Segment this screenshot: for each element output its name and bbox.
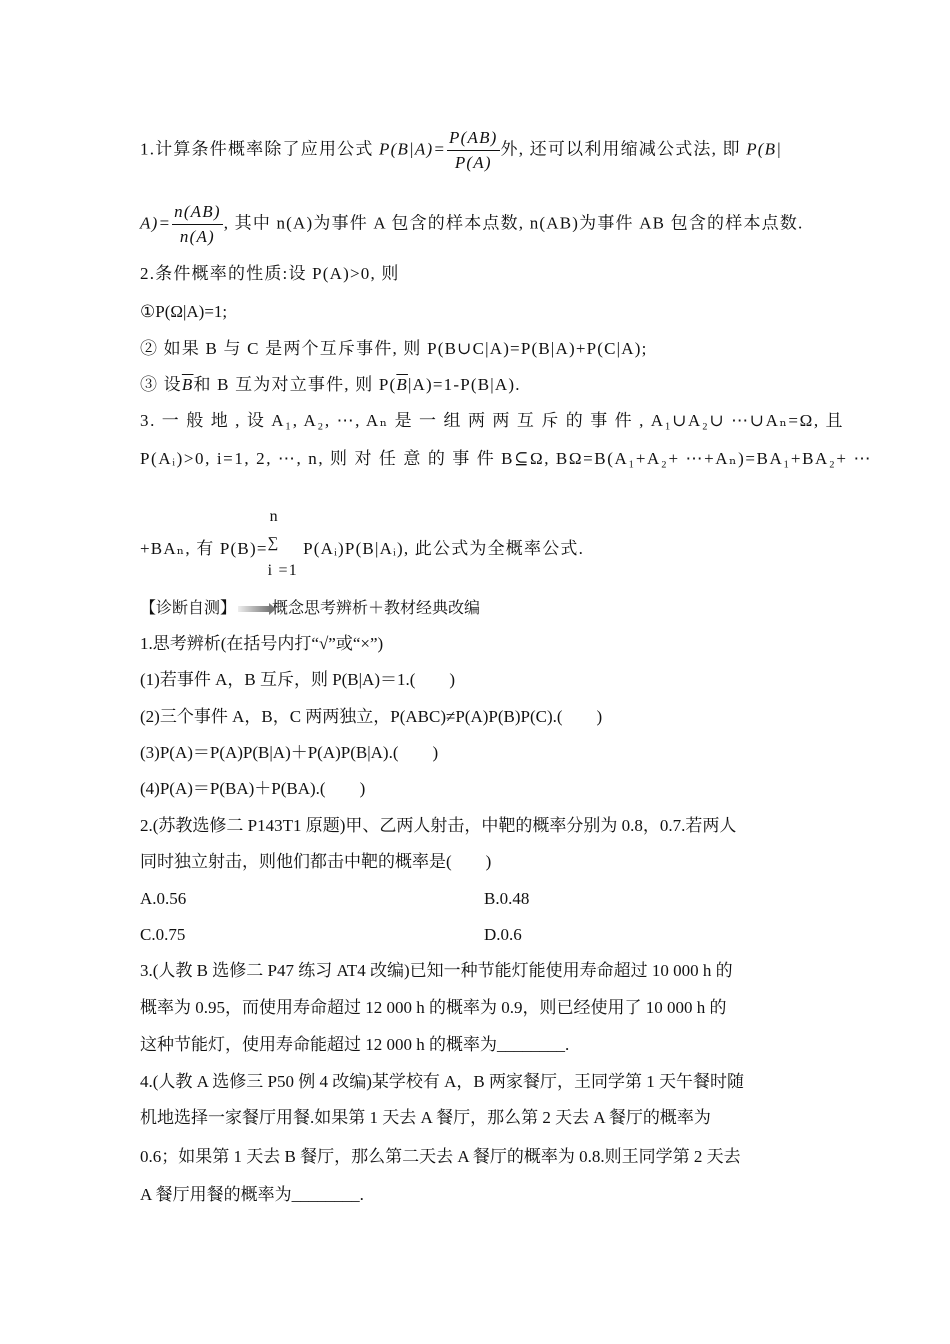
complement-b: $\overline{B}$ <box>181 375 194 394</box>
section1-line2 <box>140 202 804 247</box>
conditional-prob-fraction <box>447 128 499 173</box>
fraction-denominator: P(A) <box>454 153 492 172</box>
arrow-right-icon <box>238 606 270 612</box>
section3-line2: P(Aᵢ)>0, i=1, 2, ⋯, n, 则 对 任 意 的 事 件 B⊆Ω, BΩ=B(A₁+A₂+ ⋯+Aₙ)=BA₁+BA₂+ ⋯ <box>140 449 873 468</box>
complement-b-2: $\overline{B}$ <box>396 375 408 394</box>
section1-tail: 外, 还可以利用缩减公式法, 即 <box>500 139 741 159</box>
diagnosis-subheading: 概念思考辨析＋教材经典改编 <box>272 598 481 617</box>
item3-part-a: ③ 设 <box>140 375 182 394</box>
q2-option-a: A.0.56 <box>140 889 187 908</box>
q3-line3: 这种节能灯，使用寿命能超过 12 000 h 的概率为________. <box>140 1035 570 1054</box>
section2-title: 2.条件概率的性质:设 P(A)>0, 则 <box>140 264 400 283</box>
q1-title: 1.思考辨析(在括号内打“√”或“×”) <box>140 634 384 653</box>
q4-line3: 0.6；如果第 1 天去 B 餐厅，那么第二天去 A 餐厅的概率为 0.8.则王同学第 2 天去 <box>140 1147 741 1166</box>
q3-line2: 概率为 0.95，而使用寿命超过 12 000 h 的概率为 0.9，则已经使用了 10 000 h 的 <box>140 998 727 1017</box>
q2-option-d: D.0.6 <box>484 925 522 944</box>
q2-line1: 2.(苏教选修二 P143T1 原题)甲、乙两人射击，中靶的概率分别为 0.8，0.7.若两人 <box>140 816 737 835</box>
q4-line2: 机地选择一家餐厅用餐.如果第 1 天去 A 餐厅，那么第 2 天去 A 餐厅的概率为 <box>140 1108 711 1127</box>
section2-item2: ② 如果 B 与 C 是两个互斥事件, 则 P(B∪C|A)=P(B|A)+P(C|A); <box>140 339 648 358</box>
section3-line3 <box>140 508 585 579</box>
summation-symbol <box>267 508 298 579</box>
q1-item-3: (3)P(A)＝P(A)P(B|A)＋P(A)P(B|A).( ) <box>140 743 439 762</box>
section3-line1: 3. 一 般 地 , 设 A₁, A₂, ⋯, Aₙ 是 一 组 两 两 互 斥 的 事 件 , A₁∪A₂∪ ⋯∪Aₙ=Ω, 且 <box>140 411 845 430</box>
item3-part-b: 和 B 互为对立事件, 则 P( <box>193 375 397 394</box>
q2-line2: 同时独立射击，则他们都击中靶的概率是( ) <box>140 852 492 871</box>
diagnosis-heading: 【诊断自测】 <box>140 598 237 617</box>
q4-line1: 4.(人教 A 选修三 P50 例 4 改编)某学校有 A，B 两家餐厅，王同学第 1 天午餐时随 <box>140 1072 744 1091</box>
diagnosis-heading-row <box>140 597 480 619</box>
fraction-numerator: n(AB) <box>172 202 223 225</box>
section2-item1: ①P(Ω|A)=1; <box>140 302 228 321</box>
q2-option-b: B.0.48 <box>484 889 530 908</box>
q3-line1: 3.(人教 B 选修二 P47 练习 AT4 改编)已知一种节能灯能使用寿命超过 10 000 h 的 <box>140 961 733 980</box>
section1-end: P(B| <box>746 139 783 159</box>
q1-item-2: (2)三个事件 A，B，C 两两独立，P(ABC)≠P(A)P(B)P(C).( ) <box>140 707 603 726</box>
section1-l2-text: , 其中 n(A)为事件 A 包含的样本点数, n(AB)为事件 AB 包含的样本点数. <box>223 213 804 233</box>
sum-sign: ∑ <box>267 535 280 551</box>
item3-part-c: |A)=1-P(B|A). <box>407 375 521 394</box>
section3-l3-a: +BAₙ, 有 P(B)= <box>140 539 268 558</box>
section3-l3-b: P(Aᵢ)P(B|Aᵢ), 此公式为全概率公式. <box>303 539 585 558</box>
q2-option-c: C.0.75 <box>140 925 186 944</box>
fraction-numerator: P(AB) <box>447 128 499 151</box>
fraction-denominator: n(A) <box>179 227 215 246</box>
section2-item3 <box>140 374 521 396</box>
q4-line4: A 餐厅用餐的概率为________. <box>140 1185 364 1204</box>
section1-line1 <box>140 128 782 173</box>
section1-lead: 1.计算条件概率除了应用公式 <box>140 139 374 159</box>
section1-formula-left: P(B|A)= <box>379 139 447 159</box>
section1-l2-start: A)= <box>140 213 172 233</box>
sum-lower: i =1 <box>267 562 298 579</box>
sum-upper: n <box>269 508 279 525</box>
count-fraction <box>172 202 223 247</box>
q1-item-4: (4)P(A)＝P(BA)＋P(BA).( ) <box>140 779 366 798</box>
q1-item-1: (1)若事件 A，B 互斥，则 P(B|A)＝1.( ) <box>140 670 456 689</box>
